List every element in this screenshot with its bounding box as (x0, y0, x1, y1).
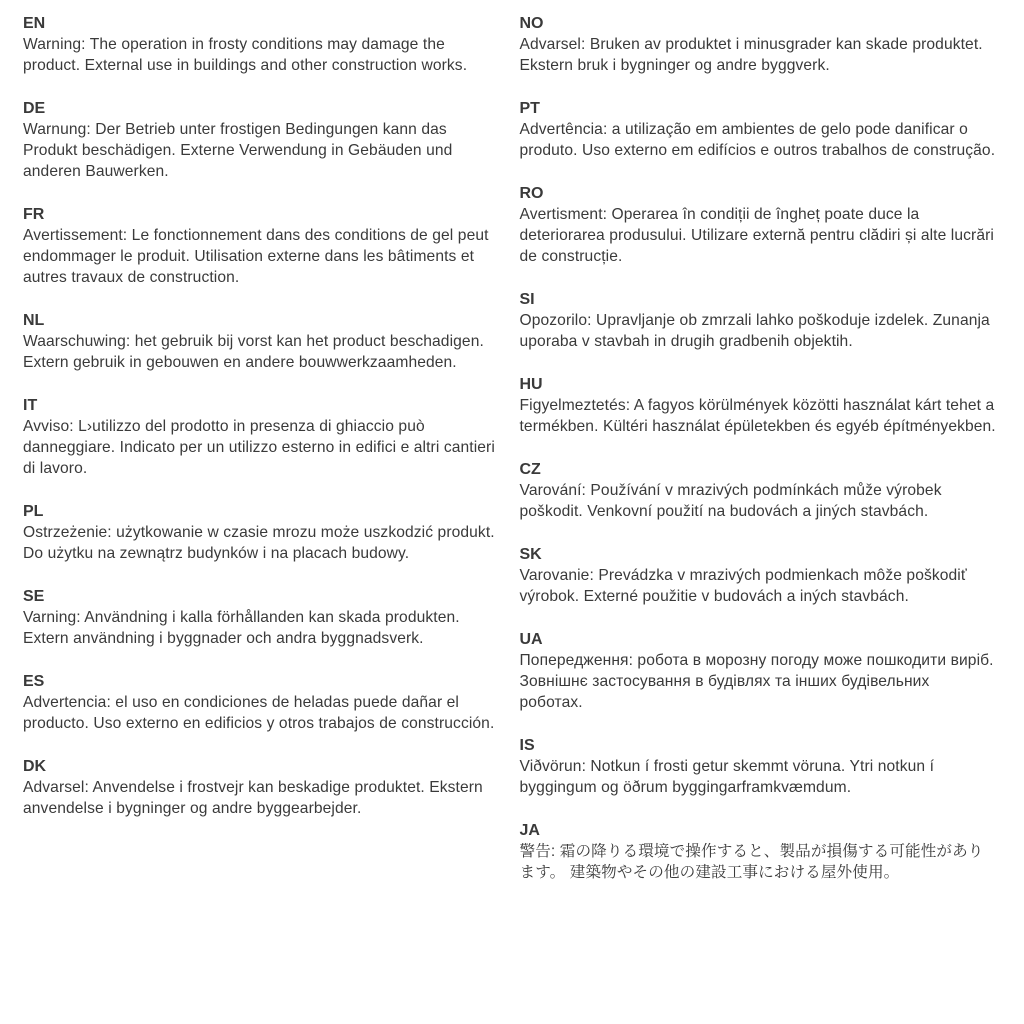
warning-text-it: Avviso: L›utilizzo del prodotto in presenza di ghiaccio può danneggiare. Indicato per un utilizzo esterno in edifici e altri cantieri di lavoro. (23, 418, 495, 477)
lang-code-pt: PT (519, 100, 540, 117)
lang-section-dk (23, 756, 500, 819)
lang-code-hu: HU (519, 376, 543, 393)
lang-section-es (23, 671, 500, 734)
warning-text-ua: Попередження: робота в морозну погоду може пошкодити виріб. Зовнішнє застосування в будівлях та інших будівельних роботах. (519, 652, 994, 711)
warning-text-si: Opozorilo: Upravljanje ob zmrzali lahko poškoduje izdelek. Zunanja uporaba v stavbah in drugih gradbenih objektih. (519, 312, 990, 350)
warning-text-ja: 警告: 霜の降りる環境で操作すると、製品が損傷する可能性があります。 建築物やその他の建設工事における屋外使用。 (519, 843, 984, 881)
lang-code-nl: NL (23, 312, 45, 329)
left-column (23, 13, 500, 905)
warning-text-se: Varning: Användning i kalla förhållanden kan skada produkten. Extern användning i byggnader och andra byggnadsverk. (23, 609, 460, 647)
lang-section-no (520, 13, 997, 76)
warning-text-dk: Advarsel: Anvendelse i frostvejr kan beskadige produktet. Ekstern anvendelse i bygninger og andre byggearbejder. (23, 779, 483, 817)
lang-section-cz (520, 459, 997, 522)
lang-code-dk: DK (23, 758, 47, 775)
lang-section-ja (520, 820, 997, 883)
lang-code-no: NO (519, 15, 544, 32)
lang-section-nl (23, 310, 500, 373)
warning-text-is: Viðvörun: Notkun í frosti getur skemmt vöruna. Ytri notkun í byggingum og öðrum byggingarframkvæmdum. (519, 758, 935, 796)
lang-code-cz: CZ (519, 461, 541, 478)
lang-code-se: SE (23, 588, 45, 605)
lang-code-fr: FR (23, 206, 45, 223)
lang-section-se (23, 586, 500, 649)
lang-section-ro (520, 183, 997, 267)
warning-text-sk: Varovanie: Prevádzka v mrazivých podmienkach môže poškodiť výrobok. Externé použitie v budovách a iných stavbách. (519, 567, 967, 605)
lang-section-pl (23, 501, 500, 564)
warning-text-pt: Advertência: a utilização em ambientes de gelo pode danificar o produto. Uso externo em edifícios e outros trabalhos de construção. (519, 121, 996, 159)
lang-section-sk (520, 544, 997, 607)
warning-text-hu: Figyelmeztetés: A fagyos körülmények közötti használat kárt tehet a termékben. Kültéri használat épületekben és egyéb építményekben. (519, 397, 996, 435)
lang-code-ja: JA (519, 822, 540, 839)
lang-section-en (23, 13, 500, 76)
lang-code-en: EN (23, 15, 46, 32)
warning-text-pl: Ostrzeżenie: użytkowanie w czasie mrozu może uszkodzić produkt. Do użytku na zewnątrz budynków i na placach budowy. (23, 524, 495, 562)
lang-code-is: IS (519, 737, 535, 754)
lang-code-sk: SK (519, 546, 542, 563)
lang-section-is (520, 735, 997, 798)
warning-text-cz: Varování: Používání v mrazivých podmínkách může výrobek poškodit. Venkovní použití na budovách a jiných stavbách. (519, 482, 942, 520)
lang-section-ua (520, 629, 997, 713)
warning-text-fr: Avertissement: Le fonctionnement dans des conditions de gel peut endommager le produit. Utilisation externe dans les bâtiments et autres travaux de construction. (23, 227, 489, 286)
lang-code-pl: PL (23, 503, 44, 520)
warning-text-no: Advarsel: Bruken av produktet i minusgrader kan skade produktet. Ekstern bruk i bygninger og andre byggverk. (519, 36, 983, 74)
warning-text-es: Advertencia: el uso en condiciones de heladas puede dañar el producto. Uso externo en edificios y otros trabajos de construcción. (23, 694, 495, 732)
warning-text-ro: Avertisment: Operarea în condiții de îngheț poate duce la deteriorarea produsului. Utilizare externă pentru clădiri și alte lucrări de construcție. (519, 206, 994, 265)
lang-section-de (23, 98, 500, 182)
lang-code-de: DE (23, 100, 46, 117)
lang-code-si: SI (519, 291, 535, 308)
warning-text-nl: Waarschuwing: het gebruik bij vorst kan het product beschadigen. Extern gebruik in gebouwen en andere bouwwerkzaamheden. (23, 333, 484, 371)
warning-text-en: Warning: The operation in frosty conditions may damage the product. External use in buildings and other construction works. (23, 36, 468, 74)
lang-section-pt (520, 98, 997, 161)
lang-code-ro: RO (519, 185, 544, 202)
lang-code-it: IT (23, 397, 38, 414)
warning-text-de: Warnung: Der Betrieb unter frostigen Bedingungen kann das Produkt beschädigen. Externe Verwendung in Gebäuden und anderen Bauwerken. (23, 121, 453, 180)
lang-section-fr (23, 204, 500, 288)
lang-code-es: ES (23, 673, 45, 690)
lang-section-hu (520, 374, 997, 437)
lang-section-si (520, 289, 997, 352)
lang-section-it (23, 395, 500, 479)
lang-code-ua: UA (519, 631, 543, 648)
right-column (520, 13, 997, 905)
